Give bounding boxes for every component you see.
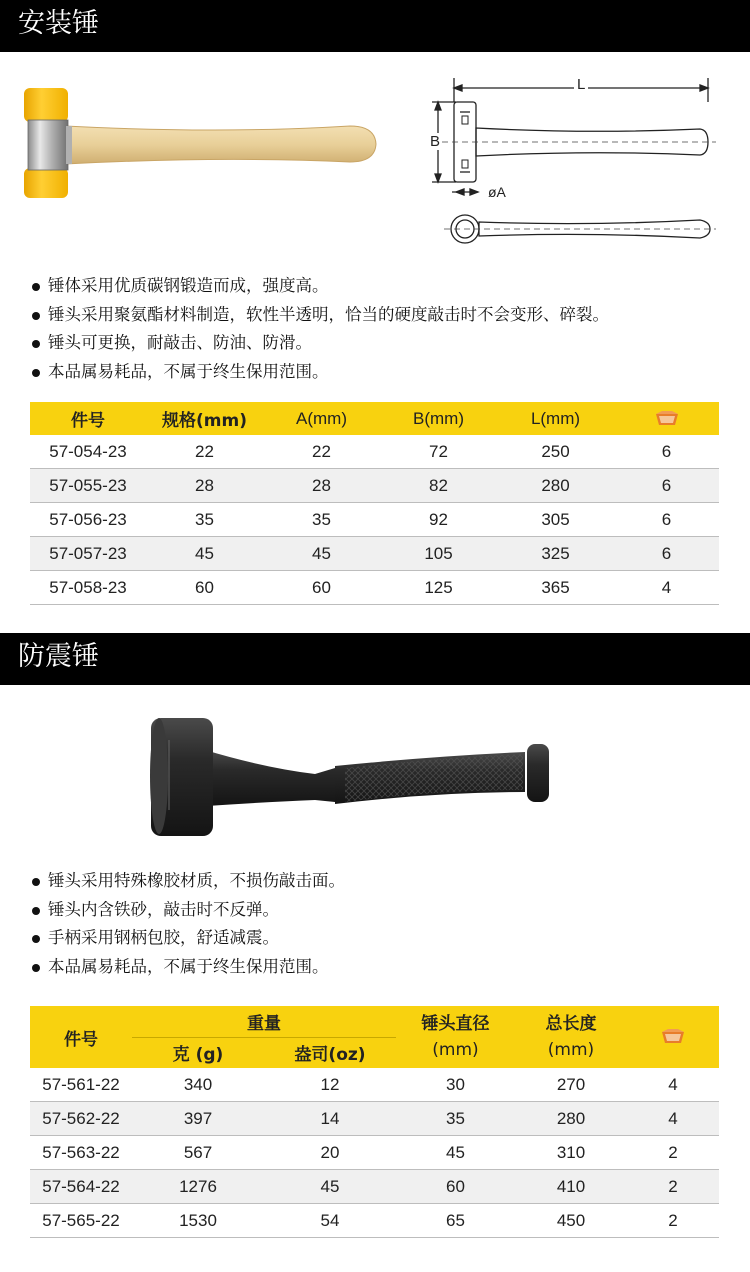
dim-label-B: B (430, 133, 441, 150)
dead-blow-hammer-photo (145, 710, 557, 845)
col-size: 规格(mm) (146, 402, 263, 435)
dim-label-A: øA (488, 184, 506, 200)
table-row: 57-564-22 1276 45 60 410 2 (30, 1170, 719, 1204)
dim-label-L: L (574, 76, 588, 93)
col-length: 总长度 (mm) (515, 1006, 627, 1068)
feature-item: 锤头内含铁砂，敲击时不反弹。 (30, 896, 345, 925)
package-box-icon (660, 1028, 686, 1046)
table-row: 57-563-22 567 20 45 310 2 (30, 1136, 719, 1170)
table-row: 57-058-23 60 60 125 365 4 (30, 571, 719, 605)
feature-item: 本品属易耗品，不属于终生保用范围。 (30, 358, 609, 387)
section2-header (0, 633, 750, 685)
col-pack (614, 402, 719, 435)
dimension-diagram (420, 72, 720, 252)
section2-features (30, 867, 345, 981)
col-l: L(mm) (497, 402, 614, 435)
section2-spec-table (30, 1006, 719, 1238)
feature-item: 锤头采用聚氨酯材料制造，软性半透明，恰当的硬度敲击时不会变形、碎裂。 (30, 301, 609, 330)
section1-title: 安装锤 (18, 8, 99, 39)
col-oz: 盎司(oz) (264, 1037, 396, 1068)
section2-title: 防震锤 (18, 641, 99, 672)
feature-item: 锤头可更换，耐敲击、防油、防滑。 (30, 329, 609, 358)
col-a: A(mm) (263, 402, 380, 435)
col-weight: 重量 (132, 1006, 396, 1037)
table-row: 57-055-23 28 28 82 280 6 (30, 469, 719, 503)
section1-spec-table (30, 402, 719, 605)
package-box-icon (654, 410, 680, 428)
table-row: 57-565-22 1530 54 65 450 2 (30, 1204, 719, 1238)
col-part-no: 件号 (30, 1006, 132, 1068)
col-diameter: 锤头直径 (mm) (396, 1006, 515, 1068)
feature-item: 本品属易耗品，不属于终生保用范围。 (30, 953, 345, 982)
table-row: 57-561-22 340 12 30 270 4 (30, 1068, 719, 1102)
section1-header (0, 0, 750, 52)
table-row: 57-562-22 397 14 35 280 4 (30, 1102, 719, 1136)
feature-item: 手柄采用钢柄包胶，舒适减震。 (30, 924, 345, 953)
table-row: 57-054-23 22 22 72 250 6 (30, 435, 719, 469)
col-pack (627, 1006, 719, 1068)
col-b: B(mm) (380, 402, 497, 435)
table-row: 57-056-23 35 35 92 305 6 (30, 503, 719, 537)
feature-item: 锤头采用特殊橡胶材质，不损伤敲击面。 (30, 867, 345, 896)
col-gram: 克 (g) (132, 1037, 264, 1068)
mallet-photo (20, 82, 380, 212)
feature-item: 锤体采用优质碳钢锻造而成，强度高。 (30, 272, 609, 301)
table-row: 57-057-23 45 45 105 325 6 (30, 537, 719, 571)
section1-features (30, 272, 609, 386)
col-part-no: 件号 (30, 402, 146, 435)
